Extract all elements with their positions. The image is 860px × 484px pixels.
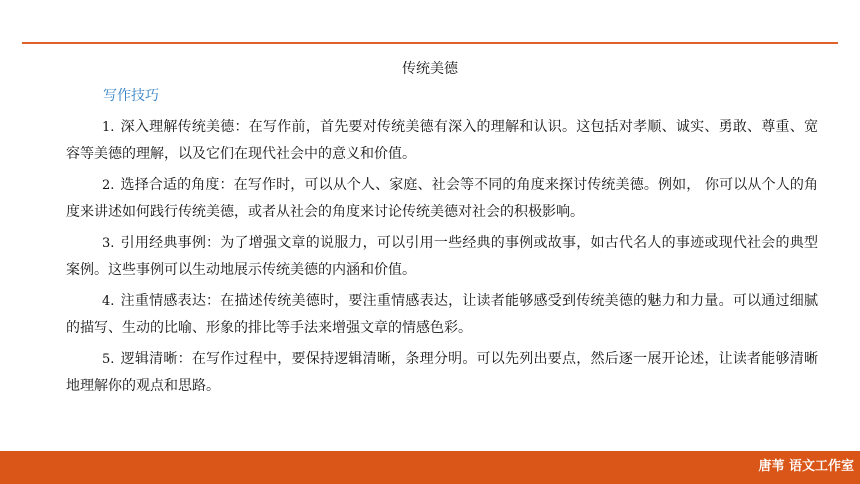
tip-number: 4. xyxy=(102,294,115,309)
tip-item-2 xyxy=(66,172,818,225)
tip-item-5 xyxy=(66,346,818,399)
tip-number: 1. xyxy=(102,120,115,135)
tip-item-4 xyxy=(66,288,818,341)
tip-text: 选择合适的角度：在写作时，可以从个人、家庭、社会等不同的角度来探讨传统美德。例如， 你可以从个人的角度来讲述如何践行传统美德，或者从社会的角度来讨论传统美德对社会的积极影响。 xyxy=(66,177,818,220)
top-divider-line xyxy=(22,42,838,44)
page-title: 传统美德 xyxy=(402,61,458,77)
tip-text: 逻辑清晰：在写作过程中，要保持逻辑清晰，条理分明。可以先列出要点，然后逐一展开论述，让读者能够清晰地理解你的观点和思路。 xyxy=(66,351,818,394)
tips-list xyxy=(66,114,818,404)
tip-text: 引用经典事例：为了增强文章的说服力，可以引用一些经典的事例或故事，如古代名人的事迹或现代社会的典型案例。这些事例可以生动地展示传统美德的内涵和价值。 xyxy=(66,235,818,278)
section-heading: 写作技巧 xyxy=(103,88,159,104)
tip-number: 5. xyxy=(102,352,115,367)
tip-text: 注重情感表达：在描述传统美德时，要注重情感表达，让读者能够感受到传统美德的魅力和力量。可以通过细腻的描写、生动的比喻、形象的排比等手法来增强文章的情感色彩。 xyxy=(66,293,818,336)
tip-number: 3. xyxy=(102,236,115,251)
footer-brand: 唐苇 语文工作室 xyxy=(758,459,854,474)
tip-item-1 xyxy=(66,114,818,167)
tip-item-3 xyxy=(66,230,818,283)
tip-number: 2. xyxy=(102,178,115,193)
tip-text: 深入理解传统美德：在写作前，首先要对传统美德有深入的理解和认识。这包括对孝顺、诚实、勇敢、尊重、宽容等美德的理解，以及它们在现代社会中的意义和价值。 xyxy=(66,119,818,162)
footer-bar xyxy=(0,451,860,484)
